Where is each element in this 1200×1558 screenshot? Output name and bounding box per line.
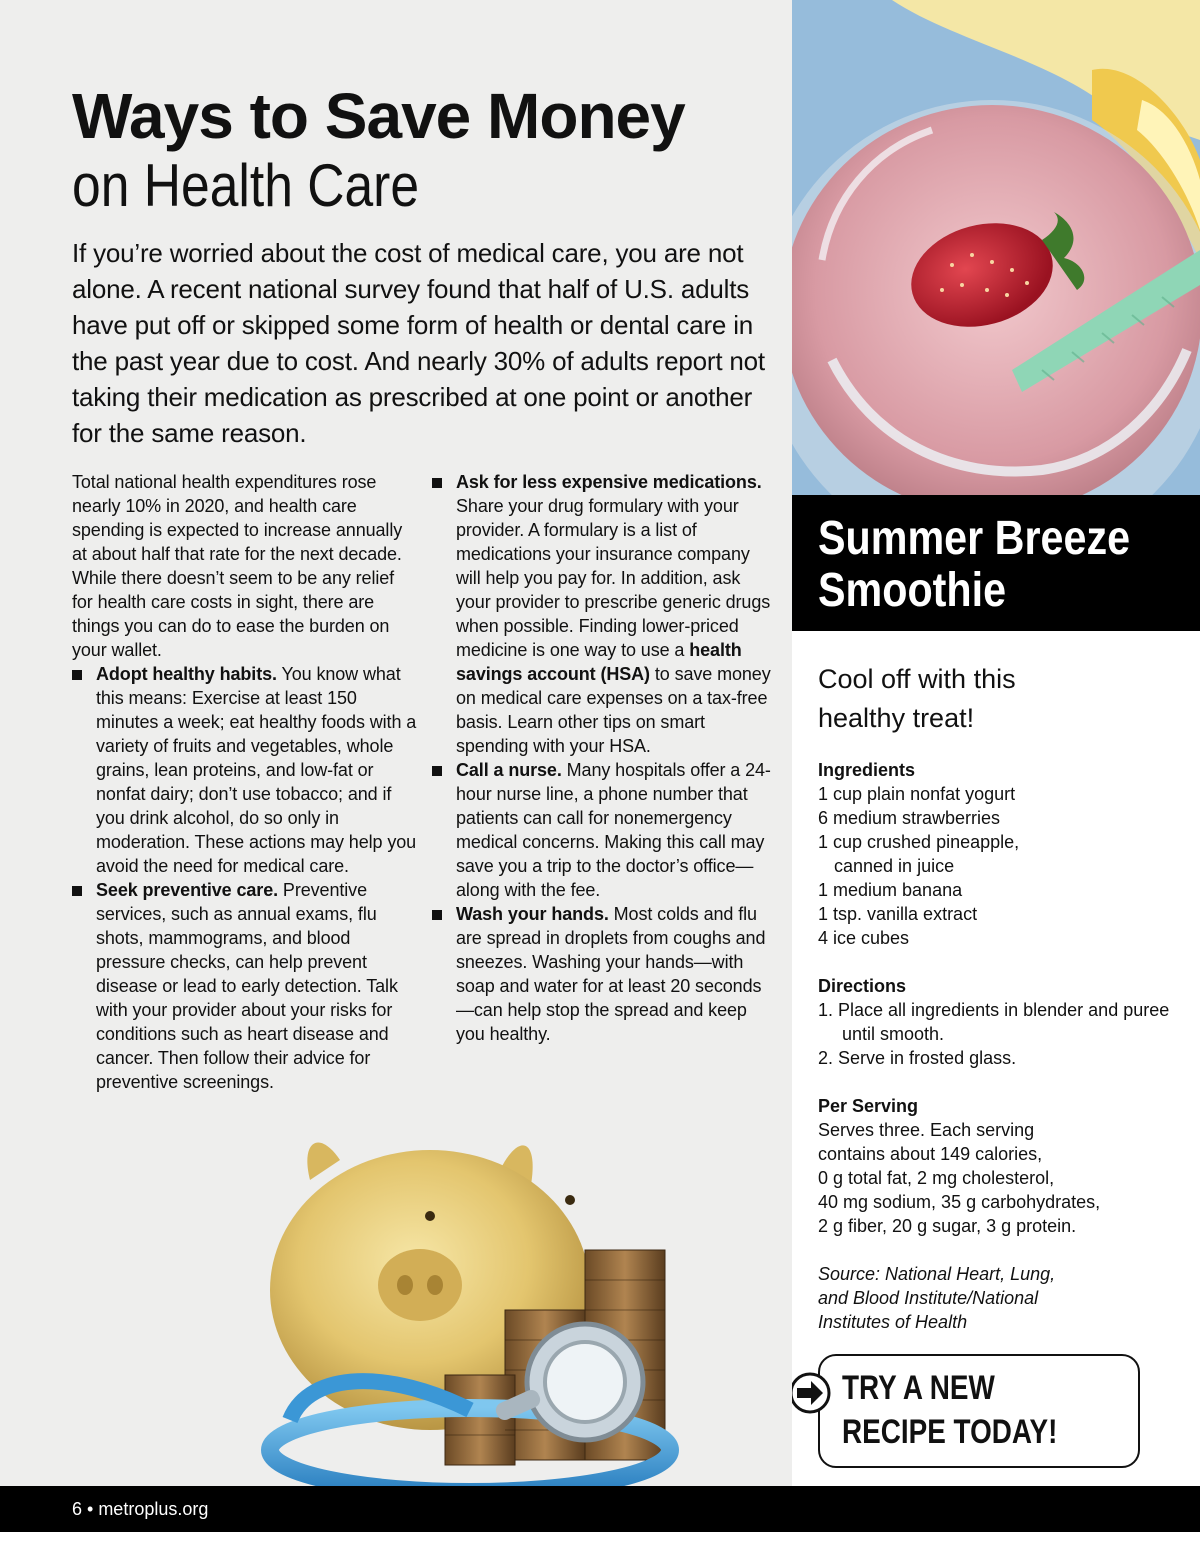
tagline-line1: Cool off with this — [818, 664, 1016, 694]
ingredient-item: 1 tsp. vanilla extract — [818, 904, 978, 924]
serving-line: Serves three. Each serving — [818, 1120, 1035, 1140]
cta-line2: RECIPE TODAY! — [842, 1413, 1058, 1451]
try-recipe-callout[interactable] — [818, 1354, 1140, 1468]
serving-line: 0 g total fat, 2 mg cholesterol, — [818, 1168, 1055, 1188]
tip-heading: Wash your hands. — [456, 904, 609, 924]
serving-line: contains about 149 calories, — [818, 1144, 1043, 1164]
tip-heading: Call a nurse. — [456, 760, 562, 780]
direction-step: 1. Place all ingredients in blender and puree until smooth. — [818, 1000, 1170, 1044]
ingredient-item: 1 cup crushed pineapple, — [818, 832, 1020, 852]
direction-step: 2. Serve in frosted glass. — [818, 1048, 1017, 1068]
article-subtitle: on Health Care — [72, 152, 420, 219]
tip-heading: Seek preventive care. — [96, 880, 279, 900]
tip-heading: Ask for less expensive medications. — [456, 472, 762, 492]
recipe-panel — [792, 0, 1200, 1486]
serving-line: 40 mg sodium, 35 g carbohydrates, — [818, 1192, 1101, 1212]
directions-heading: Directions — [818, 976, 907, 996]
piggy-bank-photo — [230, 1120, 792, 1486]
per-serving-heading: Per Serving — [818, 1096, 919, 1116]
ingredient-item-continued: canned in juice — [834, 856, 955, 876]
article-intro: If you’re worried about the cost of medical care, you are not alone. A recent national survey found that half of U.S. adults have put off or skipped some form of health or dental care in the past year due to cost. And nearly 30% of adults report not taking their medication as prescribed at one point or another for the same reason. — [72, 238, 765, 448]
tips-list — [72, 662, 417, 1094]
tip-text: Most colds and flu are spread in droplets from coughs and sneezes. Washing your hands—with soap and water for at least 20 seconds—can help stop the spread and keep you healthy. — [456, 904, 766, 1044]
page-footer — [0, 1486, 1200, 1532]
tip-item — [72, 878, 417, 1094]
ingredient-item: 1 medium banana — [818, 880, 963, 900]
cta-line1: TRY A NEW — [842, 1369, 995, 1407]
cta-text — [842, 1366, 1057, 1454]
smoothie-photo — [792, 0, 1200, 495]
article-title: Ways to Save Money — [72, 80, 685, 152]
arrow-right-icon — [792, 1371, 832, 1415]
article-column-2 — [432, 470, 777, 1046]
ingredients-heading: Ingredients — [818, 760, 916, 780]
ingredient-item: 4 ice cubes — [818, 928, 910, 948]
body-intro: Total national health expenditures rose nearly 10% in 2020, and health care spending is expected to increase annually at about half that rate for the next decade. While there doesn’t seem to be any relief for health care costs in sight, there are things you can do to ease the burden on your wallet. — [72, 472, 403, 660]
tip-text: Preventive services, such as annual exams, flu shots, mammograms, and blood pressure checks, can help prevent disease or lead to early detection. Talk with your provider about your risks for conditions such as heart disease and cancer. Then follow their advice for preventive screenings. — [96, 880, 398, 1092]
tips-list-continued — [432, 470, 777, 1046]
tagline-line2: healthy treat! — [818, 703, 975, 733]
tip-item — [432, 758, 777, 902]
tip-text: Many hospitals offer a 24-hour nurse line, a phone number that patients can call for nonemergency medical concerns. Making this call may save you a trip to the doctor’s office—along with the fee. — [456, 760, 771, 900]
footer-page-info: 6 • metroplus.org — [72, 1499, 209, 1519]
ingredient-item: 1 cup plain nonfat yogurt — [818, 784, 1016, 804]
recipe-details — [818, 758, 1188, 1334]
serving-line: 2 g fiber, 20 g sugar, 3 g protein. — [818, 1216, 1077, 1236]
recipe-title-line2: Smoothie — [818, 564, 1007, 617]
tip-item — [432, 470, 777, 758]
recipe-tagline — [818, 660, 1178, 738]
tip-bold-term: health savings account (HSA) — [456, 640, 742, 684]
ingredient-item: 6 medium strawberries — [818, 808, 1001, 828]
tip-text-end: to save money on medical care expenses on a tax-free basis. Learn other tips on smart spending with your HSA. — [456, 664, 771, 756]
tip-item — [72, 662, 417, 878]
recipe-title-band — [792, 495, 1200, 631]
tip-item — [432, 902, 777, 1046]
source-line: Institutes of Health — [818, 1312, 968, 1332]
source-line: Source: National Heart, Lung, — [818, 1264, 1056, 1284]
tip-text: You know what this means: Exercise at least 150 minutes a week; eat healthy foods with a variety of fruits and vegetables, whole grains, lean proteins, and low-fat or nonfat dairy; don’t use tobacco; and if you drink alcohol, do so only in moderation. These actions may help you avoid the need for medical care. — [96, 664, 417, 876]
source-line: and Blood Institute/National — [818, 1288, 1039, 1308]
recipe-title-line1: Summer Breeze — [818, 512, 1131, 565]
tip-text: Share your drug formulary with your provider. A formulary is a list of medications your insurance company will help you pay for. In addition, ask your provider to prescribe generic drugs when possible. Finding lower-priced medicine is one way to use a — [456, 496, 771, 660]
tip-heading: Adopt healthy habits. — [96, 664, 277, 684]
recipe-title — [818, 513, 1130, 617]
article-column-1 — [72, 470, 417, 1094]
